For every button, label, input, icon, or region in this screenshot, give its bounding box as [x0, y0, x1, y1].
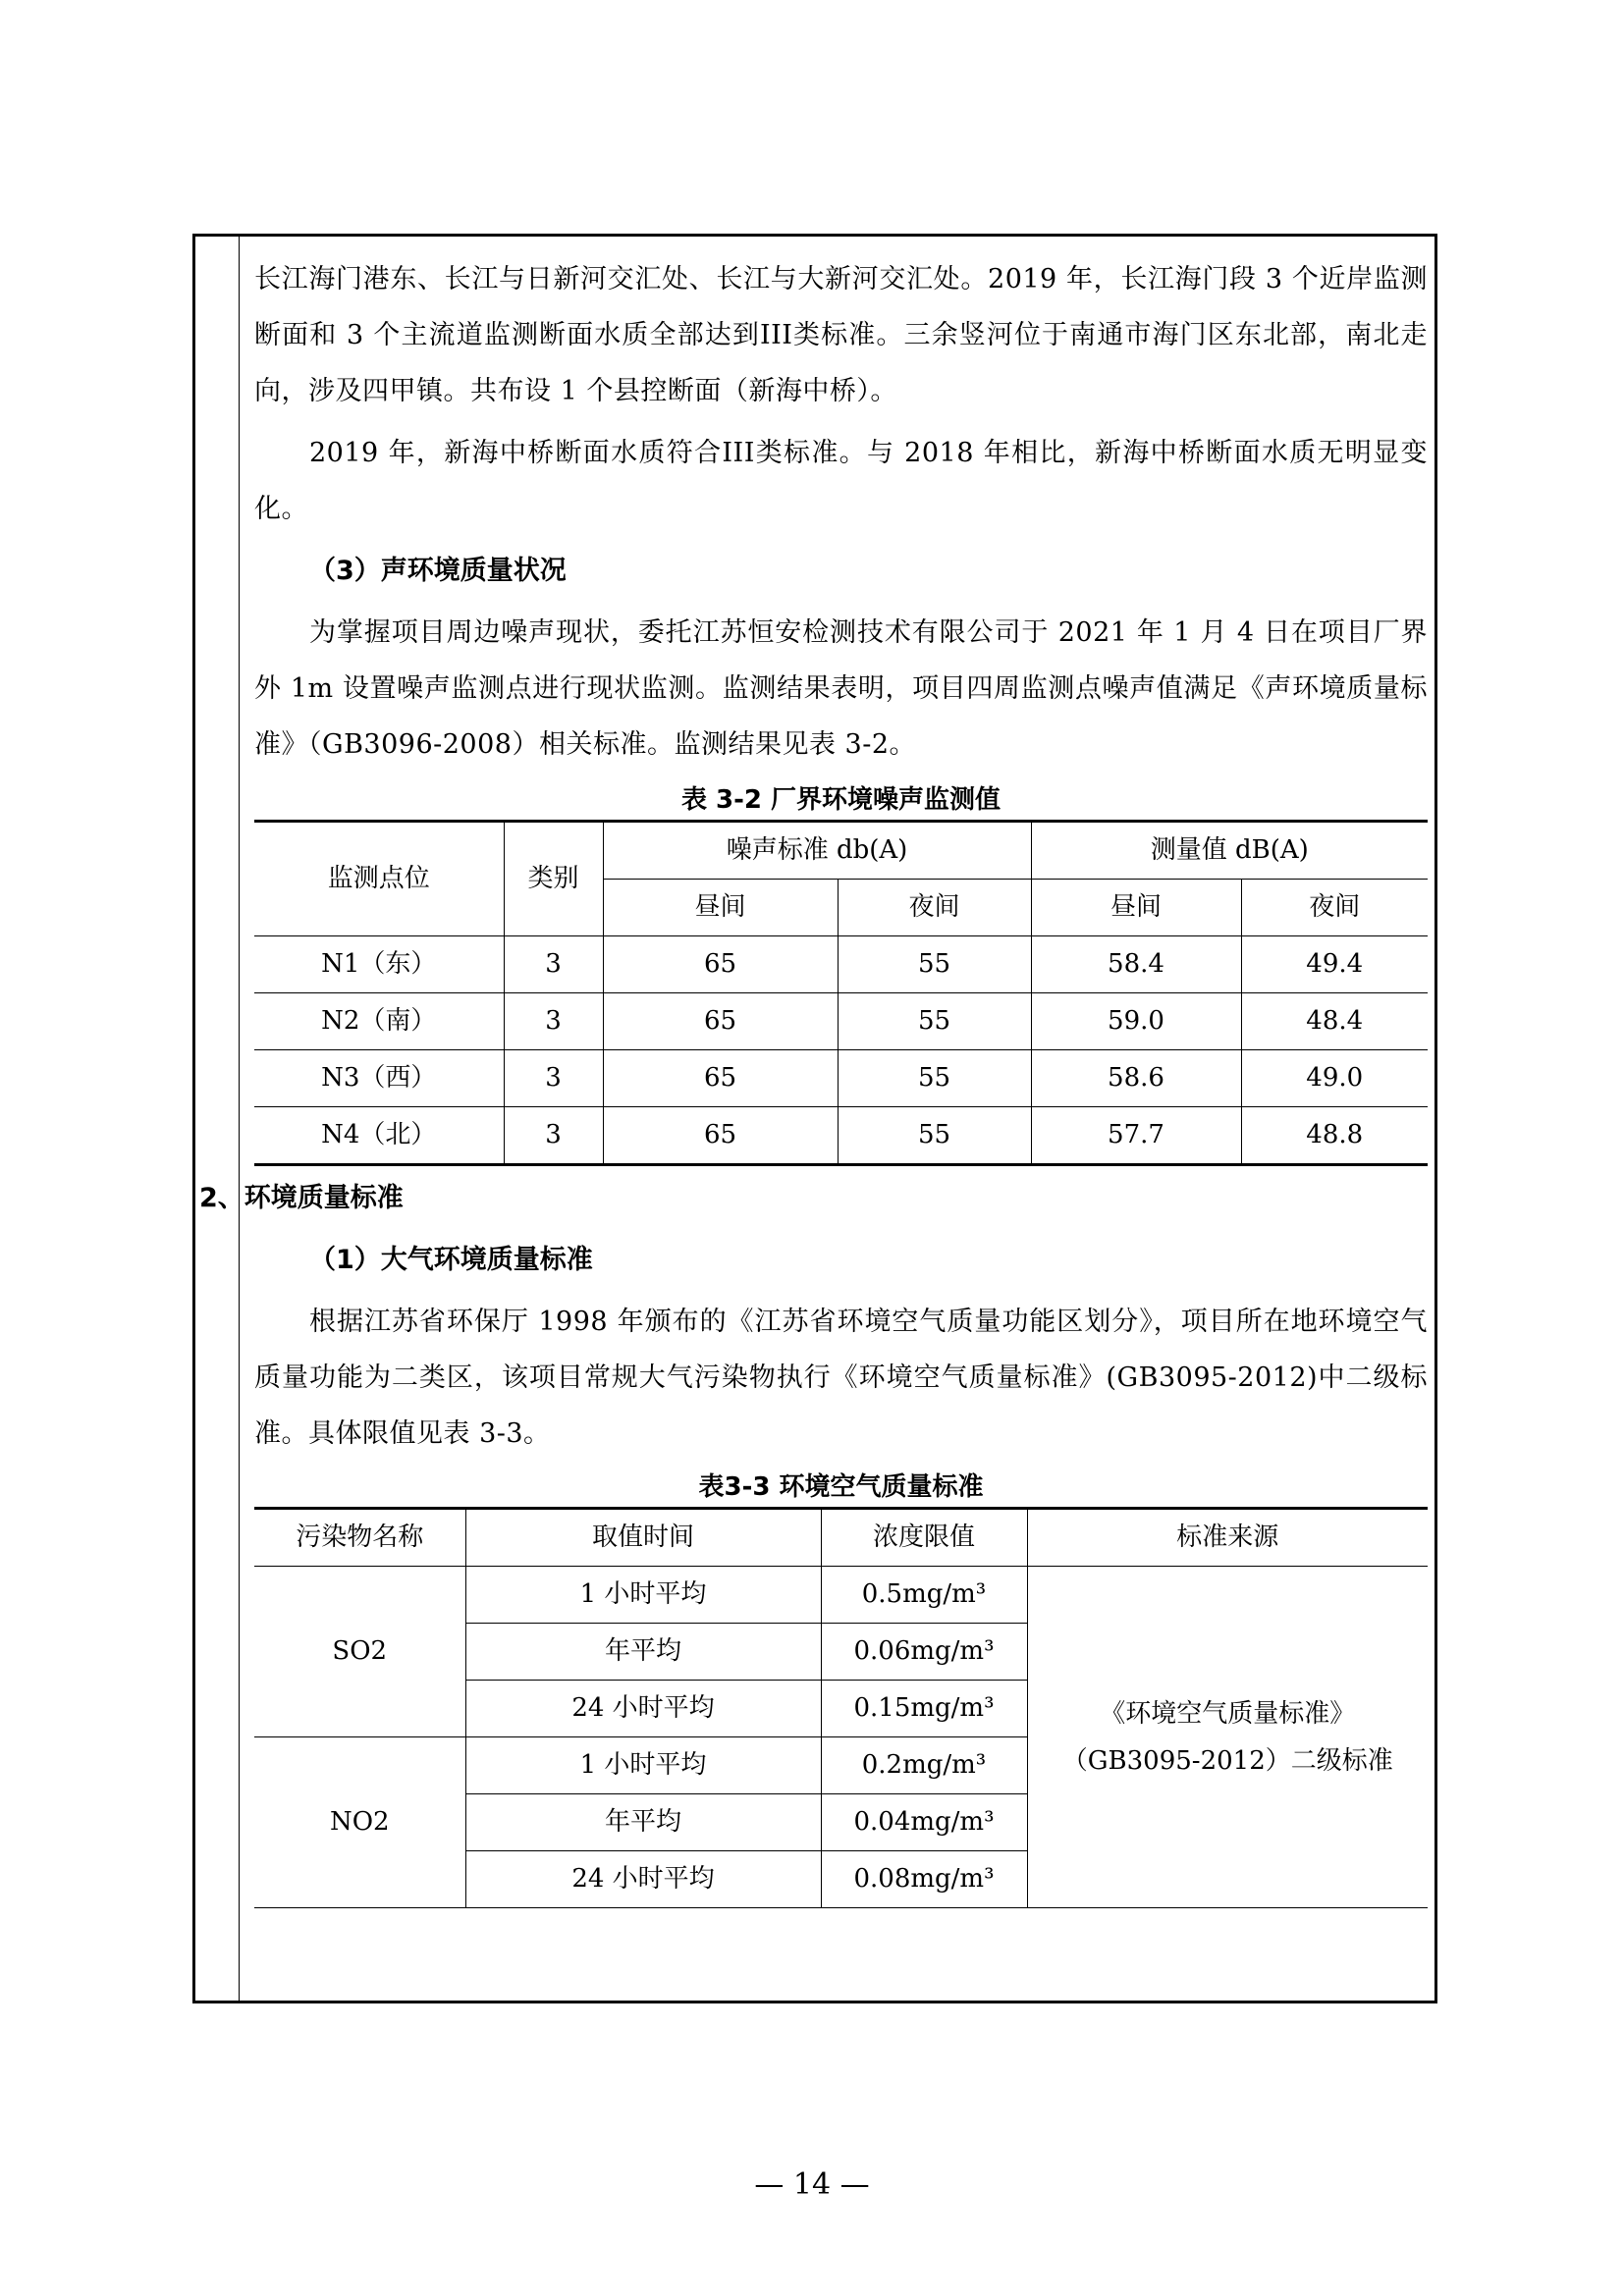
- header-meas-night: 夜间: [1241, 880, 1428, 936]
- header-std-night: 夜间: [838, 880, 1031, 936]
- air-quality-table: [254, 1507, 1428, 1908]
- header-meas-day: 昼间: [1031, 880, 1241, 936]
- cell-std-night: 55: [838, 1050, 1031, 1107]
- cell-limit: 0.2mg/m³: [821, 1737, 1027, 1794]
- table-row: [254, 993, 1428, 1050]
- header-measured: 测量值 dB(A): [1031, 822, 1428, 880]
- table-row: [254, 936, 1428, 993]
- cell-limit: 0.5mg/m³: [821, 1567, 1027, 1624]
- source-line-1: 《环境空气质量标准》: [1100, 1698, 1356, 1729]
- heading-quality-standards: 2、环境质量标准: [199, 1183, 404, 1213]
- table-3-3-caption: 表3-3 环境空气质量标准: [698, 1472, 984, 1502]
- cell-standard-source: [1027, 1567, 1428, 1908]
- cell-time: 1 小时平均: [465, 1567, 821, 1624]
- cell-day: 57.7: [1031, 1107, 1241, 1165]
- noise-table: [254, 820, 1428, 1166]
- cell-class: 3: [504, 1050, 603, 1107]
- header-time: 取值时间: [465, 1509, 821, 1567]
- cell-night: 48.4: [1241, 993, 1428, 1050]
- frame-inner-rule: [239, 237, 240, 2001]
- cell-std-day: 65: [603, 1107, 838, 1165]
- cell-class: 3: [504, 1107, 603, 1165]
- paragraph-noise-monitoring: 为掌握项目周边噪声现状，委托江苏恒安检测技术有限公司于 2021 年 1 月 4 日在项目厂界外 1m 设置噪声监测点进行现状监测。监测结果表明，项目四周监测点噪声值满足《声环境质量标准》（GB3096-2008）相关标准。监测结果见表 3-2。: [254, 617, 1428, 760]
- heading-noise-quality: （3）声环境质量状况: [309, 556, 567, 586]
- paragraph-xinhai-bridge: 2019 年，新海中桥断面水质符合III类标准。与 2018 年相比，新海中桥断面水质无明显变化。: [254, 438, 1428, 524]
- header-monitor-point: 监测点位: [254, 822, 504, 936]
- cell-point: N4（北）: [254, 1107, 504, 1165]
- header-std-day: 昼间: [603, 880, 838, 936]
- cell-day: 58.6: [1031, 1050, 1241, 1107]
- cell-point: N3（西）: [254, 1050, 504, 1107]
- cell-pollutant-no2: NO2: [254, 1737, 465, 1908]
- header-pollutant: 污染物名称: [254, 1509, 465, 1567]
- cell-std-night: 55: [838, 1107, 1031, 1165]
- cell-std-day: 65: [603, 993, 838, 1050]
- cell-limit: 0.15mg/m³: [821, 1681, 1027, 1737]
- cell-point: N1（东）: [254, 936, 504, 993]
- table-row: [254, 1567, 1428, 1624]
- cell-time: 24 小时平均: [465, 1851, 821, 1908]
- paragraph-river-monitoring: 长江海门港东、长江与日新河交汇处、长江与大新河交汇处。2019 年，长江海门段 3 个近岸监测断面和 3 个主流道监测断面水质全部达到III类标准。三余竖河位于南通市海门区东北部，南北走向，涉及四甲镇。共布设 1 个县控断面（新海中桥）。: [254, 264, 1428, 406]
- cell-class: 3: [504, 936, 603, 993]
- header-source: 标准来源: [1027, 1509, 1428, 1567]
- cell-pollutant-so2: SO2: [254, 1567, 465, 1737]
- header-limit: 浓度限值: [821, 1509, 1027, 1567]
- paragraph-air-standard: 根据江苏省环保厅 1998 年颁布的《江苏省环境空气质量功能区划分》，项目所在地环境空气质量功能为二类区，该项目常规大气污染物执行《环境空气质量标准》(GB3095-2012)中二级标准。具体限值见表 3-3。: [254, 1307, 1428, 1449]
- cell-std-night: 55: [838, 993, 1031, 1050]
- cell-time: 1 小时平均: [465, 1737, 821, 1794]
- cell-night: 48.8: [1241, 1107, 1428, 1165]
- heading-air-quality: （1）大气环境质量标准: [309, 1245, 593, 1275]
- cell-limit: 0.08mg/m³: [821, 1851, 1027, 1908]
- source-line-2: （GB3095-2012）二级标准: [1061, 1745, 1393, 1776]
- cell-day: 59.0: [1031, 993, 1241, 1050]
- cell-night: 49.4: [1241, 936, 1428, 993]
- cell-time: 24 小时平均: [465, 1681, 821, 1737]
- cell-time: 年平均: [465, 1794, 821, 1851]
- header-class: 类别: [504, 822, 603, 936]
- cell-std-night: 55: [838, 936, 1031, 993]
- cell-limit: 0.04mg/m³: [821, 1794, 1027, 1851]
- cell-limit: 0.06mg/m³: [821, 1624, 1027, 1681]
- table-row: [254, 1107, 1428, 1165]
- cell-std-day: 65: [603, 936, 838, 993]
- table-3-2-caption: 表 3-2 厂界环境噪声监测值: [680, 785, 1001, 815]
- table-row: [254, 1050, 1428, 1107]
- document-body: [199, 251, 1428, 1908]
- cell-class: 3: [504, 993, 603, 1050]
- cell-day: 58.4: [1031, 936, 1241, 993]
- cell-time: 年平均: [465, 1624, 821, 1681]
- cell-std-day: 65: [603, 1050, 838, 1107]
- cell-night: 49.0: [1241, 1050, 1428, 1107]
- cell-point: N2（南）: [254, 993, 504, 1050]
- header-noise-standard: 噪声标准 db(A): [603, 822, 1031, 880]
- page-number: — 14 —: [754, 2167, 870, 2202]
